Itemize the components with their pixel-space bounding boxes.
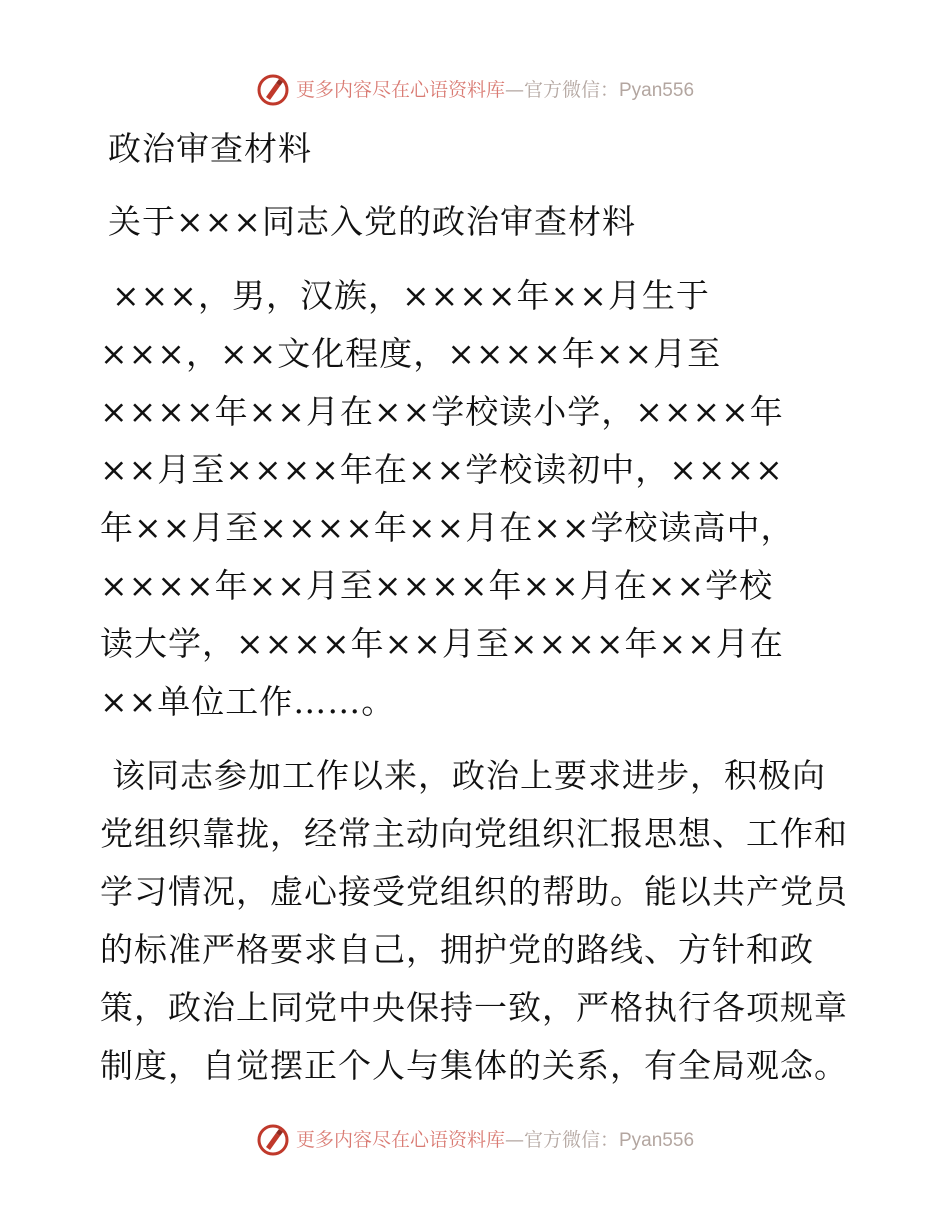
paragraph-line: ××月至××××年在××学校读初中，××××	[100, 450, 784, 489]
paragraph-personal-history	[100, 267, 860, 731]
watermark-separator: —	[504, 1128, 524, 1151]
paragraph-line: 学习情况，虚心接受党组织的帮助。能以共产党员	[100, 872, 848, 911]
watermark-text	[296, 73, 694, 108]
paragraph-line: 制度，自觉摆正个人与集体的关系，有全局观念。	[100, 1046, 848, 1085]
paragraph-line: ××××年××月至××××年××月在××学校	[100, 566, 774, 605]
watermark-brand: 更多内容尽在心语资料库	[295, 78, 505, 101]
paragraph-political-evaluation	[100, 747, 860, 1095]
watermark-text	[296, 1123, 694, 1158]
paragraph-line: 读大学，××××年××月至××××年××月在	[100, 624, 784, 663]
pen-logo-icon	[256, 73, 290, 107]
watermark-wechat-label: 官方微信：	[523, 78, 619, 101]
watermark-footer	[0, 1120, 950, 1160]
watermark-wechat-id: Pyan556	[619, 79, 695, 101]
document-title: 政治审查材料	[108, 129, 312, 168]
watermark-brand: 更多内容尽在心语资料库	[295, 1128, 505, 1151]
paragraph-line: 该同志参加工作以来，政治上要求进步，积极向	[112, 756, 826, 795]
document-body	[100, 120, 860, 1095]
document-subtitle: 关于×××同志入党的政治审查材料	[108, 202, 636, 241]
paragraph-line: 党组织靠拢，经常主动向党组织汇报思想、工作和	[100, 814, 848, 853]
paragraph-line: 策，政治上同党中央保持一致，严格执行各项规章	[100, 988, 848, 1027]
paragraph-line: 的标准严格要求自己，拥护党的路线、方针和政	[100, 930, 814, 969]
watermark-wechat-label: 官方微信：	[523, 1128, 619, 1151]
watermark-header	[0, 70, 950, 110]
watermark-wechat-id: Pyan556	[619, 1129, 695, 1151]
pen-logo-icon	[256, 1123, 290, 1157]
paragraph-line: ×××，××文化程度，××××年××月至	[100, 334, 722, 373]
paragraph-line: ××单位工作……。	[100, 682, 396, 721]
paragraph-line: ××××年××月在××学校读小学，××××年	[100, 392, 784, 431]
watermark-separator: —	[504, 78, 524, 101]
paragraph-line: ×××，男，汉族，××××年××月生于	[112, 276, 710, 315]
paragraph-line: 年××月至××××年××月在××学校读高中，	[100, 508, 795, 547]
